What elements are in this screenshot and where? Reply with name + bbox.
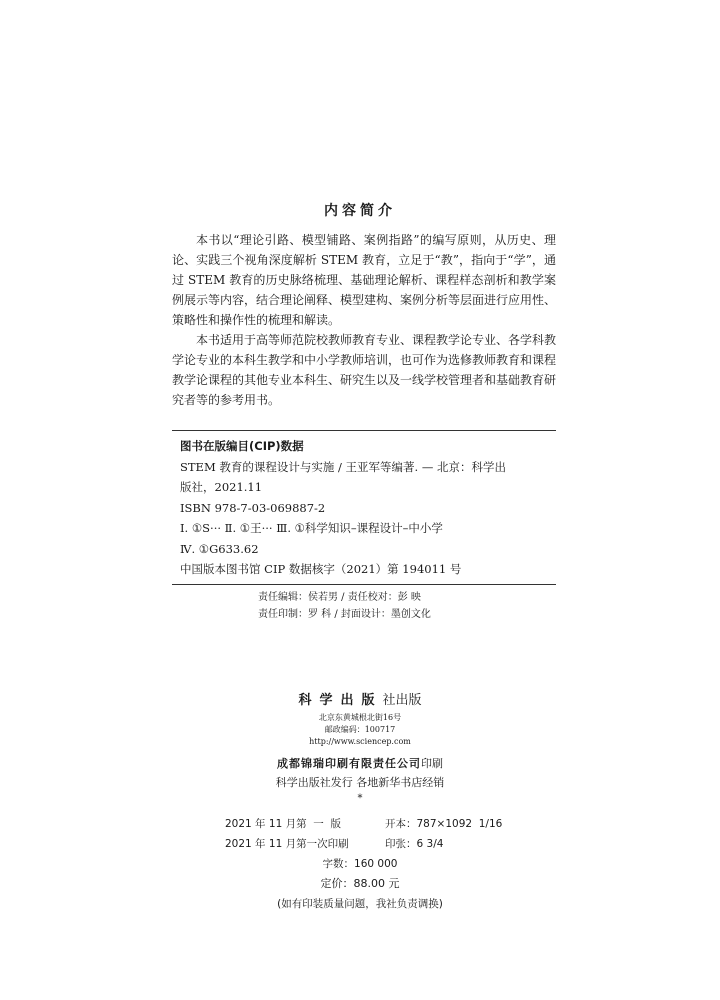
abstract-body <box>172 230 556 410</box>
cip-heading: 图书在版编目(CIP)数据 <box>180 439 304 453</box>
publisher-url: http://www.sciencep.com <box>309 737 411 746</box>
cip-top-rule <box>172 430 556 431</box>
cip-subject-line: Ⅰ. ①S··· Ⅱ. ①王··· Ⅲ. ①科学知识–课程设计–中小学 <box>180 521 443 535</box>
cip-classification: Ⅳ. ①G633.62 <box>180 541 259 556</box>
cip-publisher-line: 版社，2021.11 <box>180 480 263 494</box>
printer-suffix: 印刷 <box>421 757 443 770</box>
editorial-credits <box>258 589 431 623</box>
credits-editor-line: 责任编辑：侯若男 / 责任校对：彭 映 <box>258 592 421 603</box>
abstract-paragraph-1: 本书以“理论引路、模型铺路、案例指路”的编写原则，从历史、理论、实践三个视角深度解析 STEM 教育，立足于“教”，指向于“学”，通过 STEM 教育的历史脉络梳理、基础理论解析、课程样态剖析和教学案例展示等内容，结合理论阐释、模型建构、案例分析等层面进行应用性、策略性和操作性的梳理和解读。 <box>172 233 557 327</box>
edition-date: 2021 年 11 月第 一 版 <box>225 818 341 830</box>
edition-row <box>0 814 720 834</box>
cip-record-number: 中国版本图书馆 CIP 数据核字（2021）第 194011 号 <box>180 562 462 576</box>
word-count: 字数：160 000 <box>322 858 398 870</box>
sheet-count: 印张：6 3/4 <box>385 838 444 850</box>
credits-printing-line: 责任印制：罗 科 / 封面设计：墨创文化 <box>258 609 431 620</box>
cip-block <box>180 436 550 580</box>
separator-star: * <box>357 793 363 804</box>
distribution-line: 科学出版社发行 各地新华书店经销 <box>275 776 445 789</box>
publisher-name: 科学出版社出版 <box>298 693 422 708</box>
format-size: 开本：787×1092 1/16 <box>385 818 503 830</box>
specs-block <box>0 814 720 854</box>
abstract-paragraph-2: 本书适用于高等师范院校教师教育专业、课程教学论专业、各学科教学论专业的本科生教学和中小学教师培训，也可作为选修教师教育和课程教学论课程的其他专业本科生、研究生以及一线学校管理者和基础教育研究者等的参考用书。 <box>172 333 557 407</box>
price: 定价：88.00 元 <box>320 877 400 890</box>
cip-title-line: STEM 教育的课程设计与实施 / 王亚军等编著. — 北京：科学出 <box>180 459 507 474</box>
abstract-title: 内容简介 <box>324 203 396 219</box>
quality-note: (如有印装质量问题，我社负责调换) <box>277 898 443 910</box>
publisher-name-suffix: 社出版 <box>382 693 422 708</box>
publisher-block <box>0 690 720 914</box>
publisher-address: 北京东黄城根北街16号 <box>318 713 402 722</box>
cip-bottom-rule <box>172 584 556 585</box>
printer-name: 成都锦瑞印刷有限责任公司印刷 <box>277 757 443 770</box>
publisher-postcode: 邮政编码：100717 <box>324 725 396 734</box>
printing-date: 2021 年 11 月第一次印刷 <box>225 838 349 850</box>
cip-isbn: ISBN 978-7-03-069887-2 <box>180 500 326 515</box>
printing-row <box>0 834 720 854</box>
